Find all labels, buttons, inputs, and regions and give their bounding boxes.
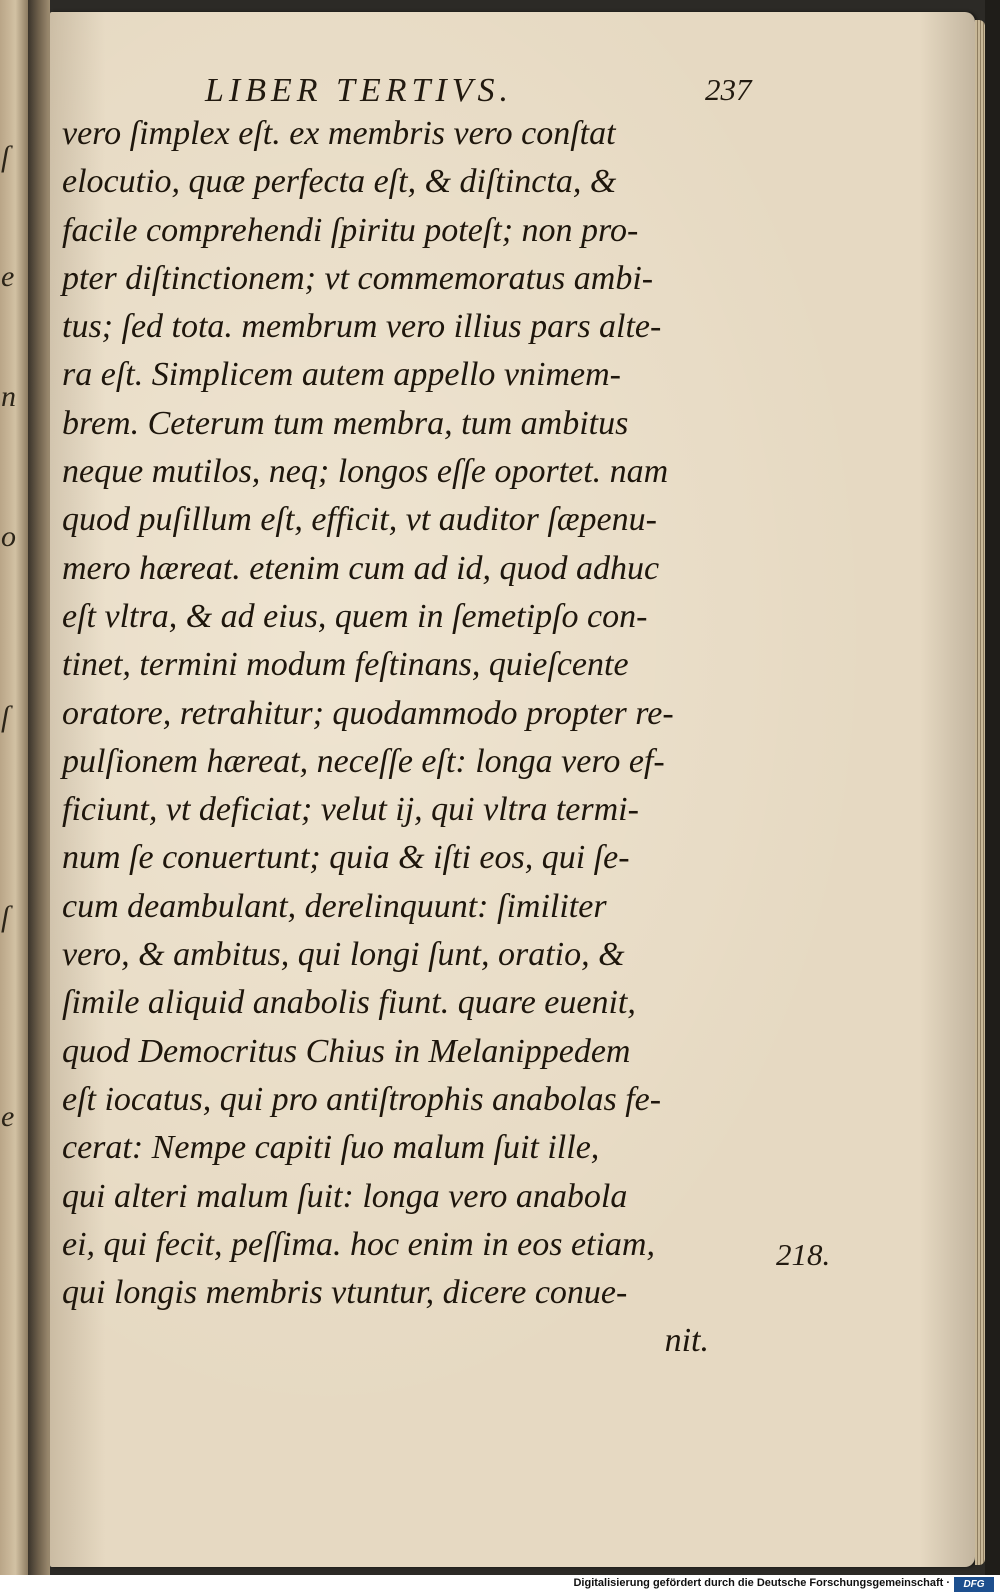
body-text [62, 110, 767, 1366]
dfg-logo-icon: DFG [954, 1577, 994, 1592]
text-line: neque mutilos, neq; longos eſſe oportet. nam [62, 453, 669, 491]
text-line: quod puſillum eſt, efficit, vt auditor ſæpenu- [62, 501, 657, 539]
text-line: num ſe conuertunt; quia & iſti eos, qui ſe- [62, 839, 630, 877]
bleed-fragment: ſ [1, 900, 10, 933]
text-line: vero ſimplex eſt. ex membris vero conſtat [62, 115, 616, 152]
previous-page-edge [0, 0, 28, 1575]
text-line: tinet, termini modum feſtinans, quieſcente [62, 646, 629, 684]
text-line: facile comprehendi ſpiritu poteſt; non pro- [62, 211, 639, 249]
scan-right-edge [985, 0, 1000, 1575]
bleed-fragment: o [1, 520, 16, 553]
page-number: 237 [705, 72, 752, 107]
text-line: pter diſtinctionem; vt commemoratus ambi- [62, 259, 654, 297]
footer-bar [0, 1575, 1000, 1595]
text-line: quod Democritus Chius in Melanippedem [62, 1032, 631, 1070]
funding-credit: Digitalisierung gefördert durch die Deutsche Forschungsgemeinschaft · [573, 1577, 950, 1589]
bleed-fragment: e [1, 1100, 15, 1133]
text-line: mero hæreat. etenim cum ad id, quod adhuc [62, 549, 660, 587]
text-line: cerat: Nempe capiti ſuo malum ſuit ille, [62, 1129, 600, 1167]
text-line: tus; ſed tota. membrum vero illius pars alte- [62, 308, 662, 346]
text-line: qui longis membris vtuntur, dicere conue- [62, 1274, 628, 1312]
text-line: ficiunt, vt deficiat; velut ij, qui vltra termi- [62, 791, 639, 829]
text-line: eſt iocatus, qui pro antiſtrophis anabolas fe- [62, 1080, 662, 1118]
text-line-final: nit. [664, 1322, 709, 1360]
text-line: cum deambulant, derelinquunt: ſimiliter [62, 887, 607, 925]
marginal-note: 218. [776, 1237, 831, 1272]
text-line: pulſionem hæreat, neceſſe eſt: longa vero ef- [62, 742, 665, 780]
text-line: qui alteri malum ſuit: longa vero anabola [62, 1177, 628, 1215]
running-head: LIBER TERTIVS. [205, 72, 513, 109]
book-gutter [28, 0, 50, 1575]
bleed-fragment: ſ [1, 140, 10, 173]
text-line: vero, & ambitus, qui longi ſunt, oratio, & [62, 936, 625, 974]
bleed-fragment: e [1, 260, 15, 293]
text-line: ſimile aliquid anabolis fiunt. quare euenit, [62, 984, 636, 1022]
text-line: eſt vltra, & ad eius, quem in ſemetipſo con- [62, 597, 648, 635]
bleed-fragment: n [1, 380, 16, 413]
text-line: ra eſt. Simplicem autem appello vnimem- [62, 356, 621, 394]
page-fore-edge [975, 20, 985, 1565]
text-line: brem. Ceterum tum membra, tum ambitus [62, 404, 629, 442]
text-line: oratore, retrahitur; quodammodo propter re- [62, 694, 674, 732]
bleed-fragment: ſ [1, 700, 10, 733]
text-line: elocutio, quæ perfecta eſt, & diſtincta, & [62, 163, 617, 201]
text-line: ei, qui fecit, peſſima. hoc enim in eos etiam, [62, 1225, 655, 1263]
